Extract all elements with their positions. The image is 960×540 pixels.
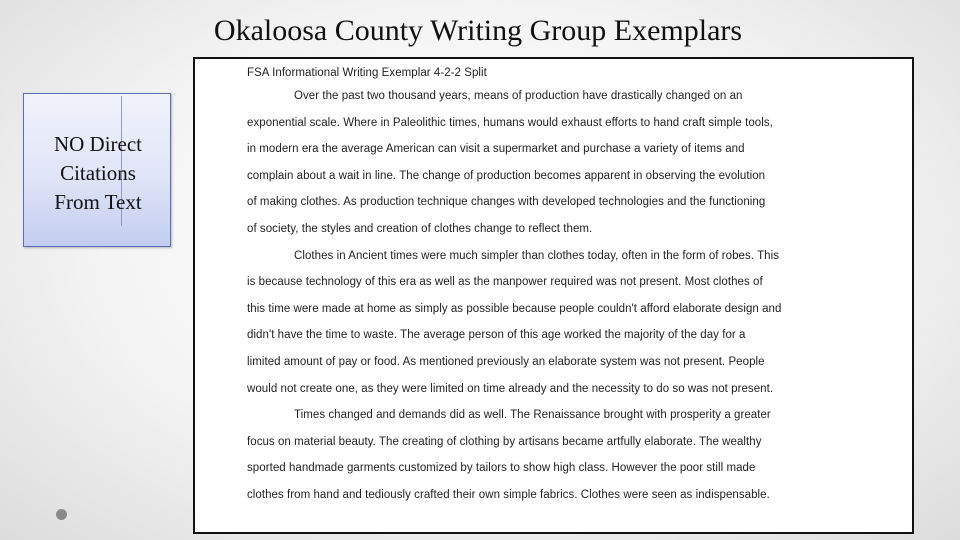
text-line: Clothes in Ancient times were much simpler than clothes today, often in the form of robes. This	[294, 249, 779, 262]
paragraph-1	[247, 86, 907, 246]
callout-line: NO Direct	[53, 132, 143, 156]
document-image	[193, 57, 914, 534]
document-heading: FSA Informational Writing Exemplar 4-2-2 Split	[247, 67, 487, 79]
text-line: limited amount of pay or food. As mentioned previously an elaborate system was not present. People	[247, 355, 765, 368]
paragraph-2	[247, 246, 907, 406]
text-line: of society, the styles and creation of clothes change to reflect them.	[247, 222, 593, 235]
text-line: would not create one, as they were limited on time already and the necessity to do so was not present.	[247, 382, 774, 395]
slide-title: Okaloosa County Writing Group Exemplars	[213, 14, 743, 47]
text-line: clothes from hand and tediously crafted their own simple fabrics. Clothes were seen as indispensable.	[247, 488, 770, 501]
text-line: Over the past two thousand years, means of production have drastically changed on an	[294, 90, 743, 102]
text-line: complain about a wait in line. The change of production becomes apparent in observing the evolution	[247, 169, 766, 182]
text-line: in modern era the average American can visit a supermarket and purchase a variety of items and	[247, 143, 745, 156]
text-line: sported handmade garments customized by tailors to show high class. However the poor still made	[247, 462, 756, 475]
callout-text	[24, 130, 172, 217]
callout-box	[23, 93, 171, 247]
slide-bullet-dot	[56, 509, 67, 520]
text-line: didn't have the time to waste. The average person of this age worked the majority of the day for a	[247, 329, 746, 342]
document-body	[247, 64, 907, 512]
callout-line: From Text	[54, 190, 142, 214]
text-line: is because technology of this era as well as the manpower required was not present. Most clothes of	[247, 276, 763, 289]
text-line: of making clothes. As production technique changes with developed technologies and the functioning	[247, 196, 766, 209]
text-line: Times changed and demands did as well. The Renaissance brought with prosperity a greater	[294, 409, 771, 422]
callout-line: Citations	[60, 161, 136, 185]
paragraph-3	[247, 405, 907, 511]
text-line: focus on material beauty. The creating of clothing by artisans became artfully elaborate. The wealthy	[247, 435, 762, 448]
text-line: this time were made at home as simply as possible because people couldn't afford elaborate design and	[247, 302, 782, 315]
text-line: exponential scale. Where in Paleolithic times, humans would exhaust efforts to hand craft simple tools,	[247, 116, 773, 129]
